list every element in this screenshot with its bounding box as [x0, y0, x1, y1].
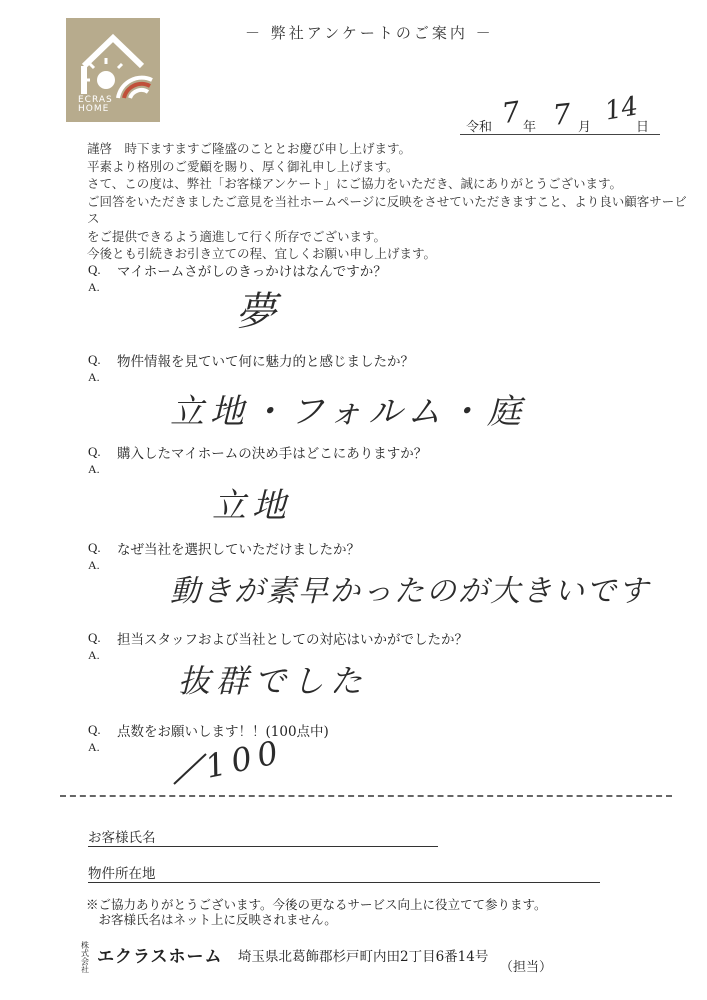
- date-day-label: 日: [636, 120, 650, 135]
- question-marker: Q.: [88, 352, 101, 367]
- question-2: 物件情報を見ていて何に魅力的と感じましたか？: [117, 354, 414, 370]
- date-month-label: 月: [578, 120, 592, 135]
- answer-5[interactable]: 抜群でした: [178, 662, 369, 700]
- pen-stroke-icon: [170, 748, 210, 788]
- answer-marker: A.: [88, 648, 100, 662]
- intro-text: 謹啓 時下ますますご隆盛のこととお慶び申し上げます。 平素より格別のご愛顧を賜り、厚く御礼申し上げます。 さて、この度は、弊社「お客様アンケート」にご協力をいただき、誠にありがとうございます。 ご回答をいただきましたご意見を当社ホームページに反映をさせていただきますこと、より良い顧客サービス をご提供できるよう適進して行く所存でございます。 今後とも引続きお引き立ての程、宜しくお願い申し上げます。: [87, 141, 687, 261]
- question-6: 点数をお願いします！！(100点中): [117, 724, 329, 740]
- question-marker: Q.: [88, 444, 101, 459]
- answer-3[interactable]: 立地: [212, 486, 292, 526]
- customer-name-label: お客様氏名: [88, 830, 156, 846]
- answer-2[interactable]: 立地・フォルム・庭: [170, 392, 527, 432]
- company-prefix: 株式会社: [81, 941, 89, 974]
- answer-marker: A.: [88, 740, 100, 754]
- question-1: マイホームさがしのきっかけはなんですか？: [117, 264, 387, 280]
- customer-name-field[interactable]: [88, 846, 438, 847]
- question-marker: Q.: [88, 540, 101, 555]
- date-day-value[interactable]: 14: [602, 91, 641, 127]
- question-3: 購入したマイホームの決め手はどこにありますか？: [117, 446, 428, 462]
- answer-marker: A.: [88, 462, 100, 476]
- person-in-charge-label: （担当）: [500, 960, 553, 975]
- question-marker: Q.: [88, 722, 101, 737]
- notes-text: ※ご協力ありがとうございます。今後の更なるサービス向上に役立てて参ります。 お客様氏名はネット上に反映されません。: [86, 897, 547, 927]
- property-location-field[interactable]: [88, 882, 600, 883]
- cut-line-divider: [60, 795, 672, 797]
- question-5: 担当スタッフおよび当社としての対応はいかがでしたか？: [117, 632, 468, 648]
- answer-4[interactable]: 動きが素早かったのが大きいです: [170, 574, 650, 609]
- company-address: 埼玉県北葛飾郡杉戸町内田2丁目6番14号: [238, 949, 489, 965]
- question-marker: Q.: [88, 630, 101, 645]
- answer-marker: A.: [88, 558, 100, 572]
- property-location-label: 物件所在地: [88, 866, 156, 882]
- question-marker: Q.: [88, 262, 101, 277]
- company-name: エクラスホーム: [97, 947, 223, 967]
- date-era-label: 令和: [466, 120, 493, 135]
- question-4: なぜ当社を選択していただけましたか？: [117, 542, 360, 558]
- date-underline: [460, 134, 660, 135]
- answer-marker: A.: [88, 370, 100, 384]
- answer-1[interactable]: 夢: [236, 289, 282, 335]
- date-month-value[interactable]: 7: [551, 97, 573, 132]
- document-title: － 弊社アンケートのご案内 －: [245, 24, 494, 42]
- logo-text: ECRAS HOME: [78, 95, 113, 114]
- answer-6[interactable]: 100: [201, 732, 288, 786]
- company-logo: [66, 18, 160, 122]
- date-year-value[interactable]: 7: [499, 94, 523, 131]
- answer-marker: A.: [88, 280, 100, 294]
- date-year-label: 年: [523, 120, 537, 135]
